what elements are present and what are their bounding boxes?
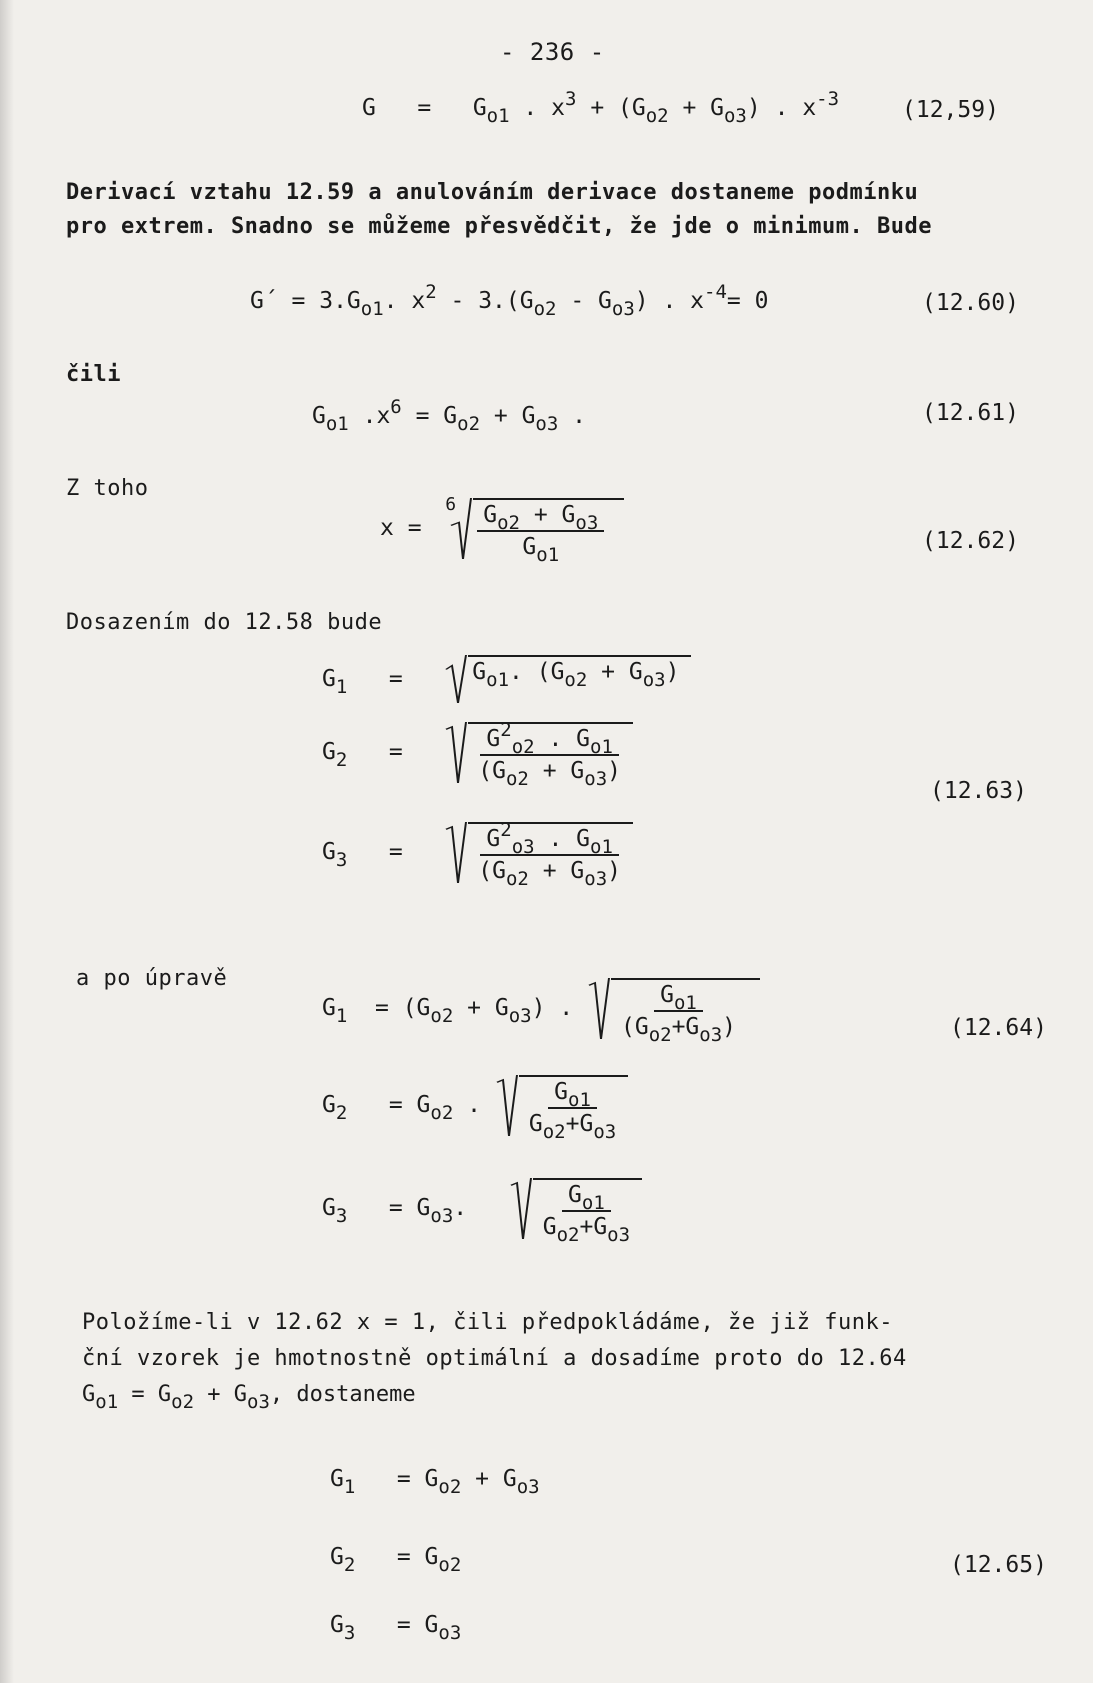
phrase-dosazenim: Dosazením do 12.58 bude xyxy=(66,610,383,635)
equation-12-63-g3: $G_3$ = $\frac{G^2_{o3} . G_{o1}}{(G_{o2} + G_{o3})}$ xyxy=(322,822,633,883)
paragraph-1-line-1: Derivací vztahu 12.59 a anulováním derivace dostaneme podmínku xyxy=(66,180,919,205)
paragraph-1-line-2: pro extrem. Snadno se můžeme přesvědčit, že jde o minimum. Bude xyxy=(66,214,932,239)
page-edge-shadow xyxy=(0,0,14,1683)
equation-12-62: x = 6 $\frac{G_{o2} + G_{o3}}{G_{o1}}$ xyxy=(380,498,624,559)
equation-number-12-65: (12.65) xyxy=(950,1552,1047,1578)
equation-12-59: G = $G_{o1}$ . $x^3 + (G_{o2} + G_{o3})$ . $x^{-3}$ xyxy=(362,88,840,127)
equation-number-12-64: (12.64) xyxy=(950,1015,1047,1041)
equation-12-60: G´ = $3.G_{o1}$. $x^2 - 3.(G_{o2} - G_{o3})$ . $x^{-4}= 0$ xyxy=(250,281,769,320)
paragraph-2-line-3: $G_{o1} = G_{o2} + G_{o3}$, dostaneme xyxy=(82,1382,416,1413)
sixth-root: 6 $\frac{G_{o2} + G_{o3}}{G_{o1}}$ xyxy=(449,498,624,559)
equation-number-12-63: (12.63) xyxy=(930,778,1027,804)
equation-12-61: $G_{o1}$ $.x^6 = G_{o2} + G_{o3}$ . xyxy=(312,396,587,435)
equation-12-64-g1: $G_1 = (G_{o2} + G_{o3})$ . $\frac{G_{o1}}{(G_{o2}+G_{o3})}$ xyxy=(322,978,760,1039)
equation-12-65-g3: $G_3 = G_{o3}$ xyxy=(330,1612,462,1644)
paragraph-2-line-1: Položíme-li v 12.62 x = 1, čili předpokládáme, že již funk- xyxy=(82,1310,893,1335)
equation-12-63-g2: $G_2$ = $\frac{G^2_{o2} . G_{o1}}{(G_{o2} + G_{o3})}$ xyxy=(322,722,633,783)
equation-12-65-g2: $G_2 = G_{o2}$ xyxy=(330,1544,462,1576)
phrase-po-uprave: a po úpravě xyxy=(76,966,228,991)
equation-12-63-g1: $G_1$ = $G_{o1}$. $(G_{o2} + G_{o3})$ xyxy=(322,655,691,703)
paragraph-2-line-2: ční vzorek je hmotnostně optimální a dosadíme proto do 12.64 xyxy=(82,1346,907,1371)
page-number: - 236 - xyxy=(500,38,605,66)
equation-number-12-60: (12.60) xyxy=(922,290,1019,316)
equation-number-12-61: (12.61) xyxy=(922,400,1019,426)
phrase-z-toho: Z toho xyxy=(66,476,149,501)
equation-12-64-g3: $G_3$ = $G_{o3}$. $\frac{G_{o1}}{G_{o2}+G_{o3}}$ xyxy=(322,1178,642,1239)
word-cili: čili xyxy=(66,362,121,387)
equation-12-64-g2: $G_2$ = $G_{o2}$ . $\frac{G_{o1}}{G_{o2}+G_{o3}}$ xyxy=(322,1075,628,1136)
equation-number-12-62: (12.62) xyxy=(922,528,1019,554)
equation-number-12-59: (12,59) xyxy=(902,97,999,123)
equation-12-65-g1: $G_1 = G_{o2} + G_{o3}$ xyxy=(330,1466,540,1498)
